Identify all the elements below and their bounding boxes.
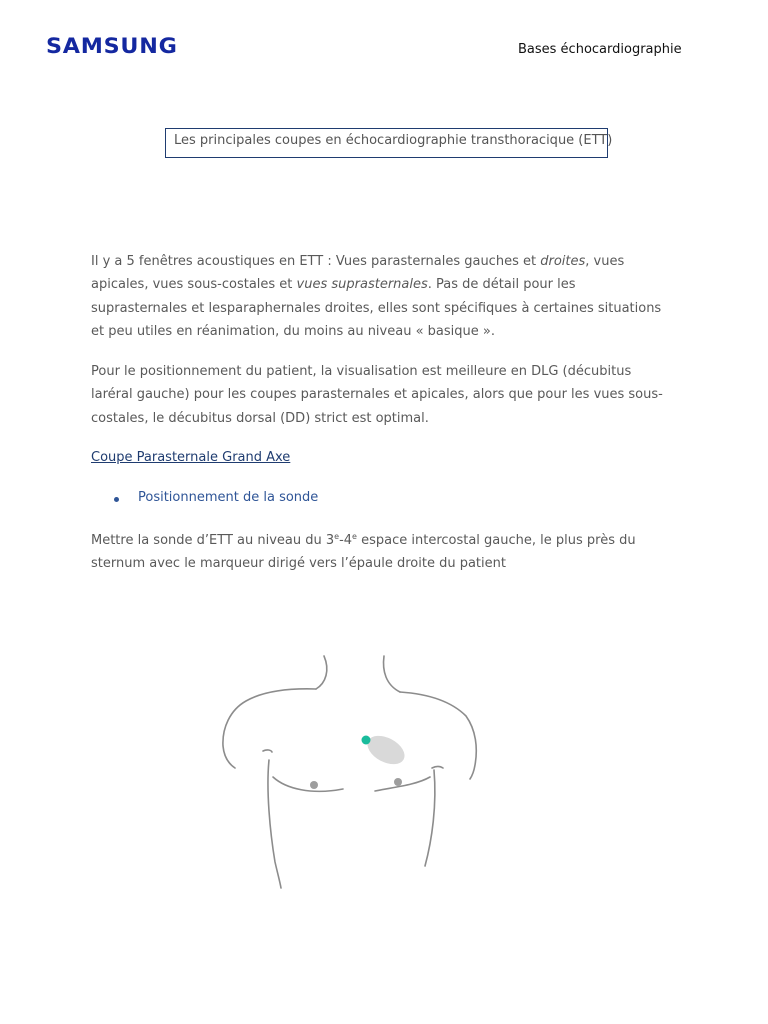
neck-right-line [384,656,400,692]
p3-text-b: -4 [339,533,353,548]
bullet-label: Positionnement de la sonde [138,490,319,505]
right-axilla-line [263,750,272,752]
p3-text-c: espace intercostal gauche, le plus près du sternum avec le marqueur dirigé vers l’épaule droite du patient [91,533,636,572]
right-nipple-dot [310,781,318,789]
p1-text-c: , vues apicales, vues sous-costales et [91,254,625,293]
p1-italic-droites: droites [540,254,586,269]
paragraph-patient-positioning: Pour le positionnement du patient, la visualisation est meilleure en DLG (décubitus laréral gauche) pour les coupes parasternales et apicales, alors que pour les vues sous-costales, le décubitus dorsal (DD) strict est optimal. [91,364,663,426]
chest-probe-illustration [215,650,485,895]
p1-text-e: . Pas de détail pour les suprasternales et lesparaphernales droites, elles sont spécifiques à certaines situations et peu utiles en réanimation, du moins au niveau « basique ». [91,277,662,339]
left-pectoral-line [375,777,430,791]
left-nipple-dot [394,778,402,786]
neck-left-line [316,656,327,689]
left-axilla-line [432,767,443,769]
right-pectoral-line [273,777,343,791]
document-title: Les principales coupes en échocardiographie transthoracique (ETT) [165,128,608,158]
p3-sup-2: e [352,532,357,541]
p1-text-a: Il y a 5 fenêtres acoustiques en ETT : Vues parasternales gauches et [91,254,541,269]
bullet-probe-positioning [114,490,318,505]
p3-sup-1: e [334,532,340,541]
probe-marker-dot [362,736,371,745]
chest-outline-drawing [215,650,485,895]
paragraph-acoustic-windows [91,250,671,343]
left-torso-line [425,770,435,866]
section-link-parasternal-long-axis[interactable]: Coupe Parasternale Grand Axe [91,450,291,465]
samsung-logo: SAMSUNG [46,34,178,58]
header-title: Bases échocardiographie [518,42,682,57]
p3-text-a: Mettre la sonde d’ETT au niveau du 3 [91,533,335,548]
right-shoulder-line [223,689,316,768]
p1-italic-suprasternales: vues suprasternales [296,277,428,293]
paragraph-probe-placement [91,529,671,576]
bullet-dot-icon [114,497,119,502]
probe-footprint [363,730,410,770]
